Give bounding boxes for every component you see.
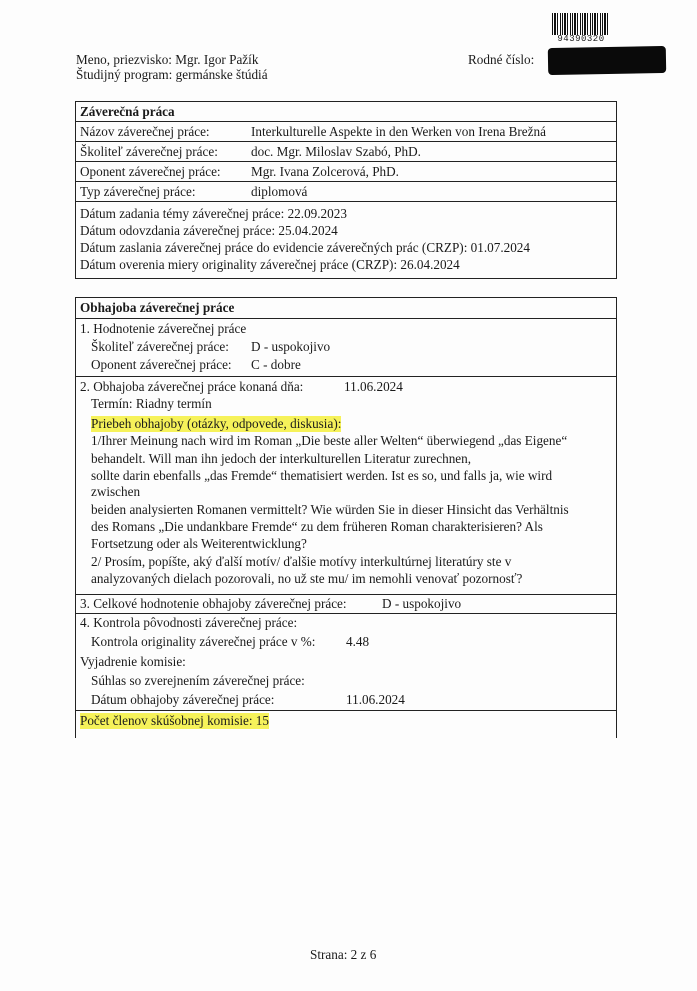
thesis-type-value: diplomová: [251, 184, 308, 199]
opponent-value: Mgr. Ivana Zolcerová, PhD.: [251, 164, 399, 179]
grade-supervisor: D - uspokojivo: [251, 339, 331, 354]
overall-grade: D - uspokojivo: [382, 596, 462, 611]
commission-members: Počet členov skúšobnej komisie: 15: [80, 713, 269, 728]
study-program: [76, 67, 268, 83]
overall-row: 3. Celkové hodnotenie obhajoby záverečnej práce: D - uspokojivo: [76, 595, 616, 614]
barcode-number: 94390320: [557, 34, 605, 44]
birth-number-label: Rodné číslo:: [468, 52, 535, 67]
date-assignment: Dátum zadania témy záverečnej práce: 22.09.2023: [80, 206, 347, 221]
opponent-row: Oponent záverečnej práce: Mgr. Ivana Zolcerová, PhD.: [76, 162, 616, 182]
thesis-title-value: Interkulturelle Aspekte in den Werken von Irena Brežná: [251, 124, 546, 139]
defense-term: Termín: Riadny termín: [91, 396, 212, 411]
originality-row: 4. Kontrola pôvodnosti záverečnej práce: Kontrola originality záverečnej práce v %: 4.48 Vyjadrenie komisie: Súhlas so zverejnením záverečnej práce: Dátum obhajoby záverečnej práce: 11.06.2024: [76, 614, 616, 711]
evaluation-row: 1. Hodnotenie záverečnej práce Školiteľ záverečnej práce: D - uspokojivo Oponent záverečnej práce: C - dobre: [76, 319, 616, 377]
date-submission: Dátum odovzdania záverečnej práce: 25.04.2024: [80, 223, 338, 238]
defense-section-title: Obhajoba záverečnej práce: [76, 298, 616, 319]
thesis-type-row: Typ záverečnej práce: diplomová: [76, 182, 616, 202]
defense-date: 11.06.2024: [346, 692, 405, 707]
name-value: Mgr. Igor Pažík: [175, 52, 259, 67]
supervisor-row: Školiteľ záverečnej práce: doc. Mgr. Miloslav Szabó, PhD.: [76, 142, 616, 162]
course-label: Priebeh obhajoby (otázky, odpovede, diskusia):: [91, 416, 342, 431]
date-originality: Dátum overenia miery originality záverečnej práce (CRZP): 26.04.2024: [80, 257, 460, 272]
grade-opponent: C - dobre: [251, 357, 301, 372]
thesis-title-row: Názov záverečnej práce: Interkulturelle Aspekte in den Werken von Irena Brežná: [76, 122, 616, 142]
supervisor-value: doc. Mgr. Miloslav Szabó, PhD.: [251, 144, 421, 159]
defense-course-row: 2. Obhajoba záverečnej práce konaná dňa: 11.06.2024 Termín: Riadny termín Priebeh obhajoby (otázky, odpovede, diskusia): 1/Ihrer Meinung nach wird im Roman „Die beste aller Welten“ überwiegend „das Eigene“ behandelt. Will man ihn jedoch der interkulturellen Literatur zurechnen, sollte darin ebenfalls „das Fremde“ thematisiert werden. Ist es so, und falls ja, wie wird zwischen beiden analysierten Romanen vermittelt? Wie würden Sie in dieser Hinsicht das Verhältnis des Romans „Die undankbare Fremde“ zu dem früheren Roman charakterisieren? Als Fortsetzung oder als Weiterentwicklung? 2/ Prosím, popíšte, aký ďalší motív/ ďalšie motívy interkultúrnej literatúry ste v analyzovaných dielach pozorovali, no už ste mu/ im nemohli venovať pozornosť?: [76, 377, 616, 595]
thesis-table: [75, 101, 617, 279]
barcode: [552, 13, 610, 35]
thesis-section-title: Záverečná práca: [76, 102, 616, 122]
date-crzp-send: Dátum zaslania záverečnej práce do evidencie záverečných prác (CRZP): 01.07.2024: [80, 240, 530, 255]
page-number: Strana: 2 z 6: [310, 947, 377, 962]
program-value: germánske štúdiá: [175, 67, 268, 82]
defense-table: [75, 297, 617, 738]
redacted-birth-number: [548, 46, 666, 75]
originality-percent: 4.48: [346, 634, 370, 649]
name-label: Meno, priezvisko:: [76, 52, 172, 67]
student-name: [76, 52, 258, 68]
defense-held-date: 11.06.2024: [344, 379, 403, 394]
program-label: Študijný program:: [76, 67, 173, 82]
